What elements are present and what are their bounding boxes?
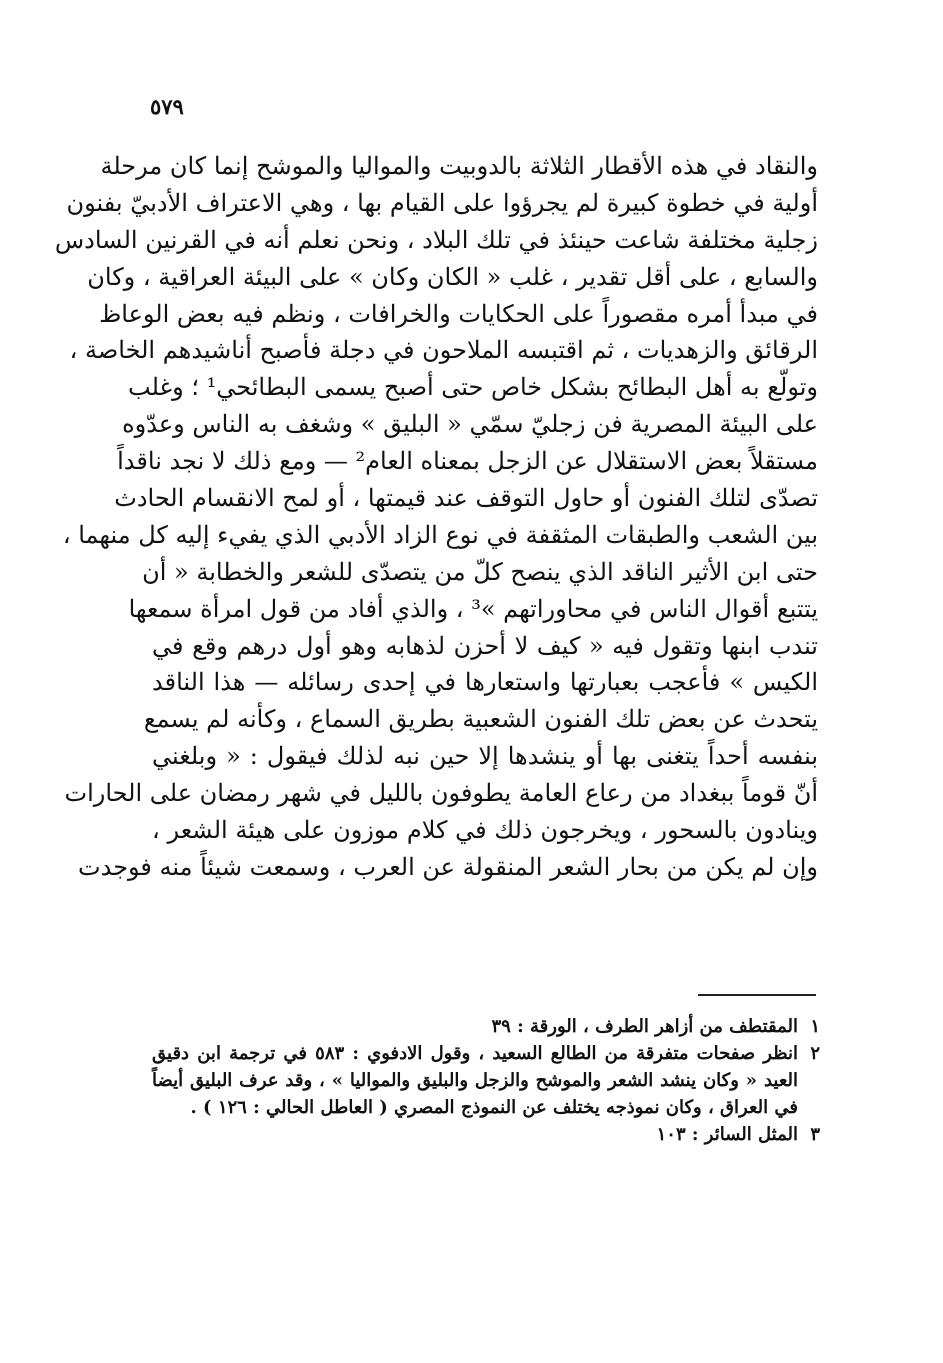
footnote-number: ١ <box>810 1016 820 1037</box>
footnote-line: في العراق ، وكان نموذجه يختلف عن النموذج المصري ( العاطل الحالي : ١٢٦ ) . <box>190 1097 798 1118</box>
footnote-text <box>152 1013 798 1040</box>
body-line: زجلية مختلفة شاعت حينئذ في تلك البلاد ، ونحن نعلم أنه في القرنين السادس <box>54 225 818 254</box>
page-number: ٥٧٩ <box>150 94 184 119</box>
body-line: بنفسه أحداً يتغنى بها أو ينشدها إلا حين نبه لذلك فيقول : « وبلغني <box>152 742 818 771</box>
footnote-number: ٣ <box>810 1124 820 1145</box>
body-text <box>54 148 818 886</box>
body-line: يتتبع أقوال الناس في محاوراتهم »³ ، والذي أفاد من قول امرأة سمعها <box>128 594 818 623</box>
body-line: وينادون بالسحور ، ويخرجون ذلك في كلام موزون على هيئة الشعر ، <box>152 816 818 845</box>
body-line: تندب ابنها وتقول فيه « كيف لا أحزن لذهابه وهو أول درهم وقع في <box>152 631 818 660</box>
footnote-line: انظر صفحات متفرقة من الطالع السعيد ، وقول الادفوي : ٥٨٣ في ترجمة ابن دقيق <box>152 1043 798 1064</box>
body-line: في مبدأ أمره مقصوراً على الحكايات والخرافات ، ونظم فيه بعض الوعاظ <box>99 299 818 328</box>
body-line: أولية في خطوة كبيرة لم يجرؤوا على القيام بها ، وهي الاعتراف الأدبيّ بفنون <box>66 188 818 217</box>
footnote-text <box>152 1040 798 1121</box>
body-line: وتولّع به أهل البطائح بشكل خاص حتى أصبح يسمى البطائحي¹ ؛ وغلب <box>128 373 818 402</box>
body-line: بين الشعب والطبقات المثقفة في نوع الزاد الأدبي الذي يفيء إليه كل منهما ، <box>62 520 818 549</box>
body-line: الكيس » فأعجب بعبارتها واستعارها في إحدى رسائله — هذا الناقد <box>152 668 818 697</box>
body-line: يتحدث عن بعض تلك الفنون الشعبية بطريق السماع ، وكأنه لم يسمع <box>143 705 818 734</box>
body-line: مستقلاً بعض الاستقلال عن الزجل بمعناه العام² — ومع ذلك لا نجد ناقداً <box>117 447 818 476</box>
footnote-3 <box>152 1121 820 1148</box>
footnotes <box>152 1013 820 1148</box>
body-line: حتى ابن الأثير الناقد الذي ينصح كلّ من يتصدّى للشعر والخطابة « أن <box>142 557 818 586</box>
body-line: والسابع ، على أقل تقدير ، غلب « الكان وكان » على البيئة العراقية ، وكان <box>87 262 818 291</box>
footnote-line: المقتطف من أزاهر الطرف ، الورقة : ٣٩ <box>491 1016 798 1037</box>
footnote-line: العيد « وكان ينشد الشعر والموشح والزجل والبليق والمواليا » ، وقد عرف البليق أيضاً <box>152 1070 798 1091</box>
body-line: على البيئة المصرية فن زجليّ سمّي « البليق » وشغف به الناس وعدّوه <box>122 410 818 439</box>
body-line: وإن لم يكن من بحار الشعر المنقولة عن العرب ، وسمعت شيئاً منه فوجدت <box>78 852 818 881</box>
body-line: الرقائق والزهديات ، ثم اقتبسه الملاحون في دجلة فأصبح أناشيدهم الخاصة ، <box>69 336 818 365</box>
body-line: والنقاد في هذه الأقطار الثلاثة بالدوبيت والمواليا والموشح إنما كان مرحلة <box>100 152 818 180</box>
body-line: أنّ قوماً ببغداد من رعاع العامة يطوفون بالليل في شهر رمضان على الحارات <box>64 779 818 808</box>
footnote-number: ٢ <box>810 1043 820 1064</box>
footnote-1 <box>152 1013 820 1040</box>
footnote-separator <box>698 994 816 996</box>
footnote-line: المثل السائر : ١٠٣ <box>656 1124 798 1145</box>
footnote-2 <box>152 1040 820 1121</box>
footnote-text <box>152 1121 798 1148</box>
body-line: تصدّى لتلك الفنون أو حاول التوقف عند قيمتها ، أو لمح الانقسام الحادث <box>114 484 818 513</box>
